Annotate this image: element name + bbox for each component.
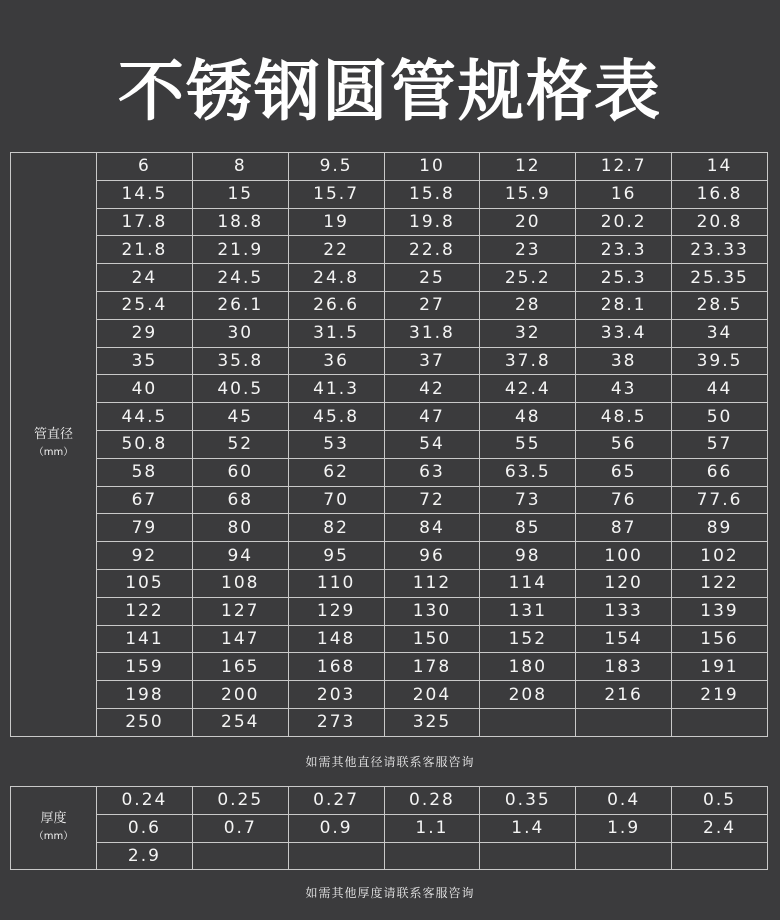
table-row: [11, 208, 768, 236]
table-cell: 57: [672, 430, 768, 458]
table-cell: 19: [288, 208, 384, 236]
table-cell: 48: [480, 403, 576, 431]
page-title: 不锈钢圆管规格表: [118, 53, 662, 130]
table-cell: 48.5: [576, 403, 672, 431]
table-cell: 25.2: [480, 264, 576, 292]
table-cell: 76: [576, 486, 672, 514]
table-cell: 122: [672, 569, 768, 597]
table-cell: 154: [576, 625, 672, 653]
table-cell: 80: [192, 514, 288, 542]
table-cell: 1.1: [384, 814, 480, 842]
table-cell: 133: [576, 597, 672, 625]
table-cell: 98: [480, 542, 576, 570]
table-cell: 34: [672, 319, 768, 347]
table-cell: 39.5: [672, 347, 768, 375]
table-cell: 24.8: [288, 264, 384, 292]
table-row: [11, 458, 768, 486]
table-cell: 15.9: [480, 180, 576, 208]
table-cell: [672, 842, 768, 870]
thickness-note: 如需其他厚度请联系客服咨询: [305, 886, 475, 900]
table-cell: 14: [672, 153, 768, 181]
table-cell: 139: [672, 597, 768, 625]
table-row: [11, 842, 768, 870]
table-cell: [288, 842, 384, 870]
table-cell: 112: [384, 569, 480, 597]
table-row: [11, 347, 768, 375]
table-cell: 16.8: [672, 180, 768, 208]
table-cell: 28.1: [576, 291, 672, 319]
table-cell: 70: [288, 486, 384, 514]
table-cell: 20.2: [576, 208, 672, 236]
table-cell: 9.5: [288, 153, 384, 181]
table-cell: 40: [97, 375, 193, 403]
table-cell: 42.4: [480, 375, 576, 403]
table-cell: [192, 842, 288, 870]
table-cell: 22.8: [384, 236, 480, 264]
table-cell: 44.5: [97, 403, 193, 431]
table-cell: 60: [192, 458, 288, 486]
table-cell: 23.33: [672, 236, 768, 264]
table-cell: 130: [384, 597, 480, 625]
table-cell: 25.35: [672, 264, 768, 292]
table-cell: 122: [97, 597, 193, 625]
table-row: [11, 681, 768, 709]
table-cell: 0.35: [480, 787, 576, 815]
diameter-label-cell: [11, 153, 97, 737]
table-cell: 127: [192, 597, 288, 625]
table-cell: 95: [288, 542, 384, 570]
table-cell: 22: [288, 236, 384, 264]
table-cell: 254: [192, 708, 288, 736]
table-cell: [480, 708, 576, 736]
table-cell: 92: [97, 542, 193, 570]
table-cell: 168: [288, 653, 384, 681]
table-cell: 50: [672, 403, 768, 431]
table-cell: 84: [384, 514, 480, 542]
table-cell: 200: [192, 681, 288, 709]
table-row: [11, 291, 768, 319]
table-cell: [672, 708, 768, 736]
table-cell: 36: [288, 347, 384, 375]
thickness-unit: （mm）: [33, 831, 74, 843]
table-cell: 2.9: [97, 842, 193, 870]
thickness-table: [10, 786, 768, 870]
table-cell: 17.8: [97, 208, 193, 236]
table-cell: 65: [576, 458, 672, 486]
table-cell: 273: [288, 708, 384, 736]
table-cell: 0.25: [192, 787, 288, 815]
table-cell: 12.7: [576, 153, 672, 181]
table-cell: 204: [384, 681, 480, 709]
table-cell: 58: [97, 458, 193, 486]
table-cell: 25.4: [97, 291, 193, 319]
table-cell: 178: [384, 653, 480, 681]
table-cell: 12: [480, 153, 576, 181]
table-cell: 14.5: [97, 180, 193, 208]
table-row: [11, 708, 768, 736]
table-cell: 183: [576, 653, 672, 681]
table-cell: 219: [672, 681, 768, 709]
diameter-note: 如需其他直径请联系客服咨询: [305, 755, 475, 769]
table-cell: 147: [192, 625, 288, 653]
table-cell: 54: [384, 430, 480, 458]
table-cell: 43: [576, 375, 672, 403]
table-cell: 203: [288, 681, 384, 709]
table-cell: 1.4: [480, 814, 576, 842]
table-row: [11, 625, 768, 653]
thickness-label: 厚度: [40, 811, 67, 827]
table-cell: 26.1: [192, 291, 288, 319]
table-cell: 20.8: [672, 208, 768, 236]
table-row: [11, 542, 768, 570]
table-cell: 38: [576, 347, 672, 375]
table-cell: 52: [192, 430, 288, 458]
table-cell: 131: [480, 597, 576, 625]
table-cell: 73: [480, 486, 576, 514]
table-row: [11, 403, 768, 431]
table-row: [11, 814, 768, 842]
table-cell: 27: [384, 291, 480, 319]
table-cell: 152: [480, 625, 576, 653]
table-cell: 68: [192, 486, 288, 514]
table-cell: 87: [576, 514, 672, 542]
table-cell: 44: [672, 375, 768, 403]
table-cell: 41.3: [288, 375, 384, 403]
table-cell: 35.8: [192, 347, 288, 375]
table-cell: 56: [576, 430, 672, 458]
table-cell: 28: [480, 291, 576, 319]
table-cell: 23.3: [576, 236, 672, 264]
table-cell: 45.8: [288, 403, 384, 431]
table-cell: 35: [97, 347, 193, 375]
table-cell: 77.6: [672, 486, 768, 514]
table-cell: 25.3: [576, 264, 672, 292]
table-cell: 0.24: [97, 787, 193, 815]
table-cell: 208: [480, 681, 576, 709]
table-cell: 0.27: [288, 787, 384, 815]
diameter-unit: （mm）: [33, 447, 74, 459]
table-cell: 79: [97, 514, 193, 542]
table-row: [11, 319, 768, 347]
table-cell: 250: [97, 708, 193, 736]
table-cell: 31.8: [384, 319, 480, 347]
table-cell: 89: [672, 514, 768, 542]
table-cell: 16: [576, 180, 672, 208]
table-cell: 114: [480, 569, 576, 597]
table-cell: 30: [192, 319, 288, 347]
table-cell: 31.5: [288, 319, 384, 347]
table-cell: 15.8: [384, 180, 480, 208]
table-cell: 50.8: [97, 430, 193, 458]
table-cell: 28.5: [672, 291, 768, 319]
table-row: [11, 180, 768, 208]
thickness-label-cell: [11, 787, 97, 870]
table-cell: 24: [97, 264, 193, 292]
table-cell: 42: [384, 375, 480, 403]
table-cell: 100: [576, 542, 672, 570]
table-cell: 10: [384, 153, 480, 181]
table-cell: 18.8: [192, 208, 288, 236]
table-cell: 63: [384, 458, 480, 486]
table-cell: 21.8: [97, 236, 193, 264]
table-cell: 198: [97, 681, 193, 709]
table-cell: 325: [384, 708, 480, 736]
table-cell: 20: [480, 208, 576, 236]
table-cell: 0.9: [288, 814, 384, 842]
table-cell: 165: [192, 653, 288, 681]
table-cell: 102: [672, 542, 768, 570]
table-cell: 21.9: [192, 236, 288, 264]
table-cell: 24.5: [192, 264, 288, 292]
table-cell: 0.28: [384, 787, 480, 815]
table-cell: 53: [288, 430, 384, 458]
table-cell: 148: [288, 625, 384, 653]
table-cell: 85: [480, 514, 576, 542]
table-row: [11, 153, 768, 181]
table-cell: 32: [480, 319, 576, 347]
table-cell: 150: [384, 625, 480, 653]
table-cell: 15: [192, 180, 288, 208]
table-cell: 105: [97, 569, 193, 597]
table-cell: 33.4: [576, 319, 672, 347]
table-cell: 0.4: [576, 787, 672, 815]
table-row: [11, 514, 768, 542]
table-cell: 40.5: [192, 375, 288, 403]
table-cell: 156: [672, 625, 768, 653]
table-cell: 45: [192, 403, 288, 431]
table-cell: 67: [97, 486, 193, 514]
table-cell: [576, 708, 672, 736]
table-cell: [480, 842, 576, 870]
table-row: [11, 264, 768, 292]
table-cell: 180: [480, 653, 576, 681]
table-cell: 19.8: [384, 208, 480, 236]
table-cell: 37: [384, 347, 480, 375]
table-cell: 6: [97, 153, 193, 181]
table-row: [11, 597, 768, 625]
table-cell: 159: [97, 653, 193, 681]
diameter-label: 管直径: [33, 427, 73, 443]
table-cell: 23: [480, 236, 576, 264]
table-cell: 8: [192, 153, 288, 181]
table-cell: 96: [384, 542, 480, 570]
table-cell: 72: [384, 486, 480, 514]
table-row: [11, 787, 768, 815]
table-cell: 0.6: [97, 814, 193, 842]
table-cell: 82: [288, 514, 384, 542]
table-cell: 129: [288, 597, 384, 625]
table-cell: 2.4: [672, 814, 768, 842]
diameter-table: [10, 152, 768, 737]
table-row: [11, 375, 768, 403]
table-cell: [576, 842, 672, 870]
table-cell: 63.5: [480, 458, 576, 486]
table-row: [11, 236, 768, 264]
table-cell: 141: [97, 625, 193, 653]
table-cell: 1.9: [576, 814, 672, 842]
table-cell: 110: [288, 569, 384, 597]
table-cell: 216: [576, 681, 672, 709]
table-row: [11, 653, 768, 681]
table-cell: 37.8: [480, 347, 576, 375]
table-row: [11, 430, 768, 458]
table-cell: 120: [576, 569, 672, 597]
table-cell: 26.6: [288, 291, 384, 319]
table-row: [11, 569, 768, 597]
table-cell: 0.7: [192, 814, 288, 842]
table-cell: 15.7: [288, 180, 384, 208]
table-cell: [384, 842, 480, 870]
table-row: [11, 486, 768, 514]
table-cell: 47: [384, 403, 480, 431]
table-cell: 191: [672, 653, 768, 681]
table-cell: 108: [192, 569, 288, 597]
table-cell: 29: [97, 319, 193, 347]
table-cell: 25: [384, 264, 480, 292]
table-cell: 62: [288, 458, 384, 486]
table-cell: 66: [672, 458, 768, 486]
table-cell: 0.5: [672, 787, 768, 815]
table-cell: 55: [480, 430, 576, 458]
table-cell: 94: [192, 542, 288, 570]
